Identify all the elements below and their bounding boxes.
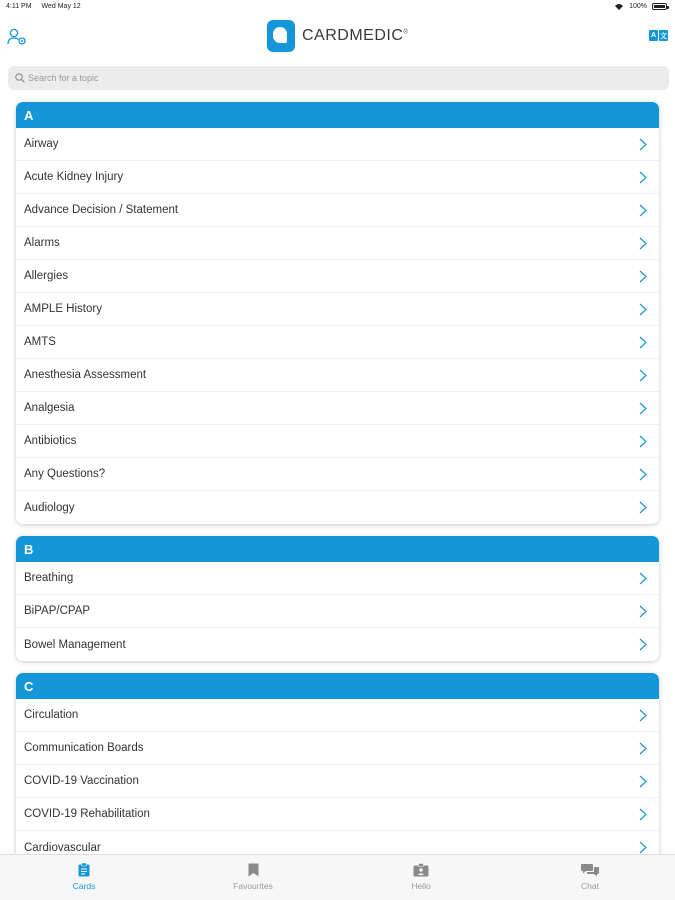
chevron-right-icon bbox=[639, 435, 647, 448]
list-item-label: Antibiotics bbox=[24, 435, 77, 447]
list-item-label: COVID-19 Rehabilitation bbox=[24, 808, 150, 820]
list-item-label: Audiology bbox=[24, 501, 75, 514]
list-item[interactable] bbox=[16, 425, 659, 458]
bookmark-icon bbox=[248, 863, 259, 877]
section-header: B bbox=[16, 536, 659, 562]
list-item-label: Allergies bbox=[24, 270, 69, 282]
list-item-label: Acute Kidney Injury bbox=[24, 171, 124, 183]
list-item[interactable] bbox=[16, 161, 659, 194]
battery-icon bbox=[652, 3, 667, 10]
list-item-label: Airway bbox=[24, 138, 59, 150]
chat-bubbles-icon bbox=[581, 863, 599, 877]
chevron-right-icon bbox=[639, 171, 647, 184]
profile-settings-icon[interactable] bbox=[7, 28, 27, 46]
translate-icon-right: 文 bbox=[659, 30, 668, 41]
list-item-label: Breathing bbox=[24, 572, 74, 584]
list-item[interactable] bbox=[16, 359, 659, 392]
list-item-label: Cardiovascular bbox=[24, 841, 101, 854]
chevron-right-icon bbox=[639, 204, 647, 217]
list-item[interactable] bbox=[16, 458, 659, 491]
chevron-right-icon bbox=[639, 808, 647, 821]
list-item[interactable] bbox=[16, 326, 659, 359]
bottom-tab-bar bbox=[0, 854, 675, 900]
chevron-right-icon bbox=[639, 402, 647, 415]
chevron-right-icon bbox=[639, 605, 647, 618]
section-c bbox=[16, 673, 659, 854]
tab-label: Hello bbox=[411, 881, 431, 891]
list-item[interactable] bbox=[16, 628, 659, 661]
list-item-label: AMTS bbox=[24, 336, 56, 348]
list-item[interactable] bbox=[16, 128, 659, 161]
list-item[interactable] bbox=[16, 831, 659, 854]
list-item[interactable] bbox=[16, 260, 659, 293]
chevron-right-icon bbox=[639, 638, 647, 651]
list-item[interactable] bbox=[16, 798, 659, 831]
logo-text bbox=[302, 27, 408, 45]
tab-hello[interactable] bbox=[381, 863, 461, 891]
list-item[interactable] bbox=[16, 194, 659, 227]
status-time: 4:11 PM bbox=[6, 3, 32, 10]
section-header: A bbox=[16, 102, 659, 128]
trademark-symbol: ® bbox=[403, 29, 409, 36]
chevron-right-icon bbox=[639, 138, 647, 151]
list-item-label: Analgesia bbox=[24, 402, 75, 414]
list-item-label: Advance Decision / Statement bbox=[24, 204, 179, 216]
id-badge-icon bbox=[413, 863, 429, 877]
tab-label: Favourites bbox=[233, 881, 273, 891]
list-item[interactable] bbox=[16, 392, 659, 425]
app-name: CARDMEDIC bbox=[302, 27, 404, 44]
list-item-label: Any Questions? bbox=[24, 468, 106, 480]
translate-icon-left: A bbox=[650, 32, 657, 39]
list-item-label: BiPAP/CPAP bbox=[24, 605, 91, 617]
chevron-right-icon bbox=[639, 336, 647, 349]
list-item[interactable] bbox=[16, 227, 659, 260]
list-item[interactable] bbox=[16, 491, 659, 524]
chevron-right-icon bbox=[639, 369, 647, 382]
status-left bbox=[6, 3, 89, 10]
list-item-label: COVID-19 Vaccination bbox=[24, 775, 139, 787]
battery-percent: 100% bbox=[629, 3, 647, 10]
chevron-right-icon bbox=[639, 709, 647, 722]
wifi-icon bbox=[614, 3, 624, 10]
tab-favourites[interactable] bbox=[213, 863, 293, 891]
list-item-label: Bowel Management bbox=[24, 638, 126, 651]
chevron-right-icon bbox=[639, 572, 647, 585]
search-icon bbox=[15, 73, 25, 83]
chevron-right-icon bbox=[639, 775, 647, 788]
chevron-right-icon bbox=[639, 468, 647, 481]
list-item-label: AMPLE History bbox=[24, 303, 102, 315]
app-header bbox=[0, 14, 675, 60]
tab-chat[interactable] bbox=[550, 863, 630, 891]
cards-icon bbox=[78, 863, 90, 877]
topic-list[interactable] bbox=[0, 96, 675, 854]
list-item[interactable] bbox=[16, 595, 659, 628]
list-item[interactable] bbox=[16, 732, 659, 765]
chevron-right-icon bbox=[639, 841, 647, 854]
list-item[interactable] bbox=[16, 562, 659, 595]
chevron-right-icon bbox=[639, 303, 647, 316]
tab-label: Cards bbox=[72, 881, 96, 891]
list-item-label: Communication Boards bbox=[24, 742, 144, 754]
chevron-right-icon bbox=[639, 742, 647, 755]
section-b bbox=[16, 536, 659, 661]
list-item[interactable] bbox=[16, 699, 659, 732]
chevron-right-icon bbox=[639, 237, 647, 250]
status-date: Wed May 12 bbox=[41, 3, 81, 10]
list-item-label: Circulation bbox=[24, 709, 79, 721]
status-right bbox=[614, 3, 667, 10]
chevron-right-icon bbox=[639, 501, 647, 514]
search-bar[interactable] bbox=[8, 66, 669, 90]
logo-mark-icon bbox=[267, 20, 295, 52]
list-item-label: Anesthesia Assessment bbox=[24, 369, 147, 381]
list-item-label: Alarms bbox=[24, 237, 60, 249]
cardmedic-logo bbox=[267, 20, 408, 52]
status-bar bbox=[0, 0, 675, 14]
search-input[interactable] bbox=[28, 73, 628, 83]
tab-cards[interactable] bbox=[44, 863, 124, 891]
list-item[interactable] bbox=[16, 293, 659, 326]
section-a bbox=[16, 102, 659, 524]
translate-button[interactable] bbox=[649, 30, 668, 41]
list-item[interactable] bbox=[16, 765, 659, 798]
chevron-right-icon bbox=[639, 270, 647, 283]
tab-label: Chat bbox=[581, 881, 599, 891]
section-header: C bbox=[16, 673, 659, 699]
